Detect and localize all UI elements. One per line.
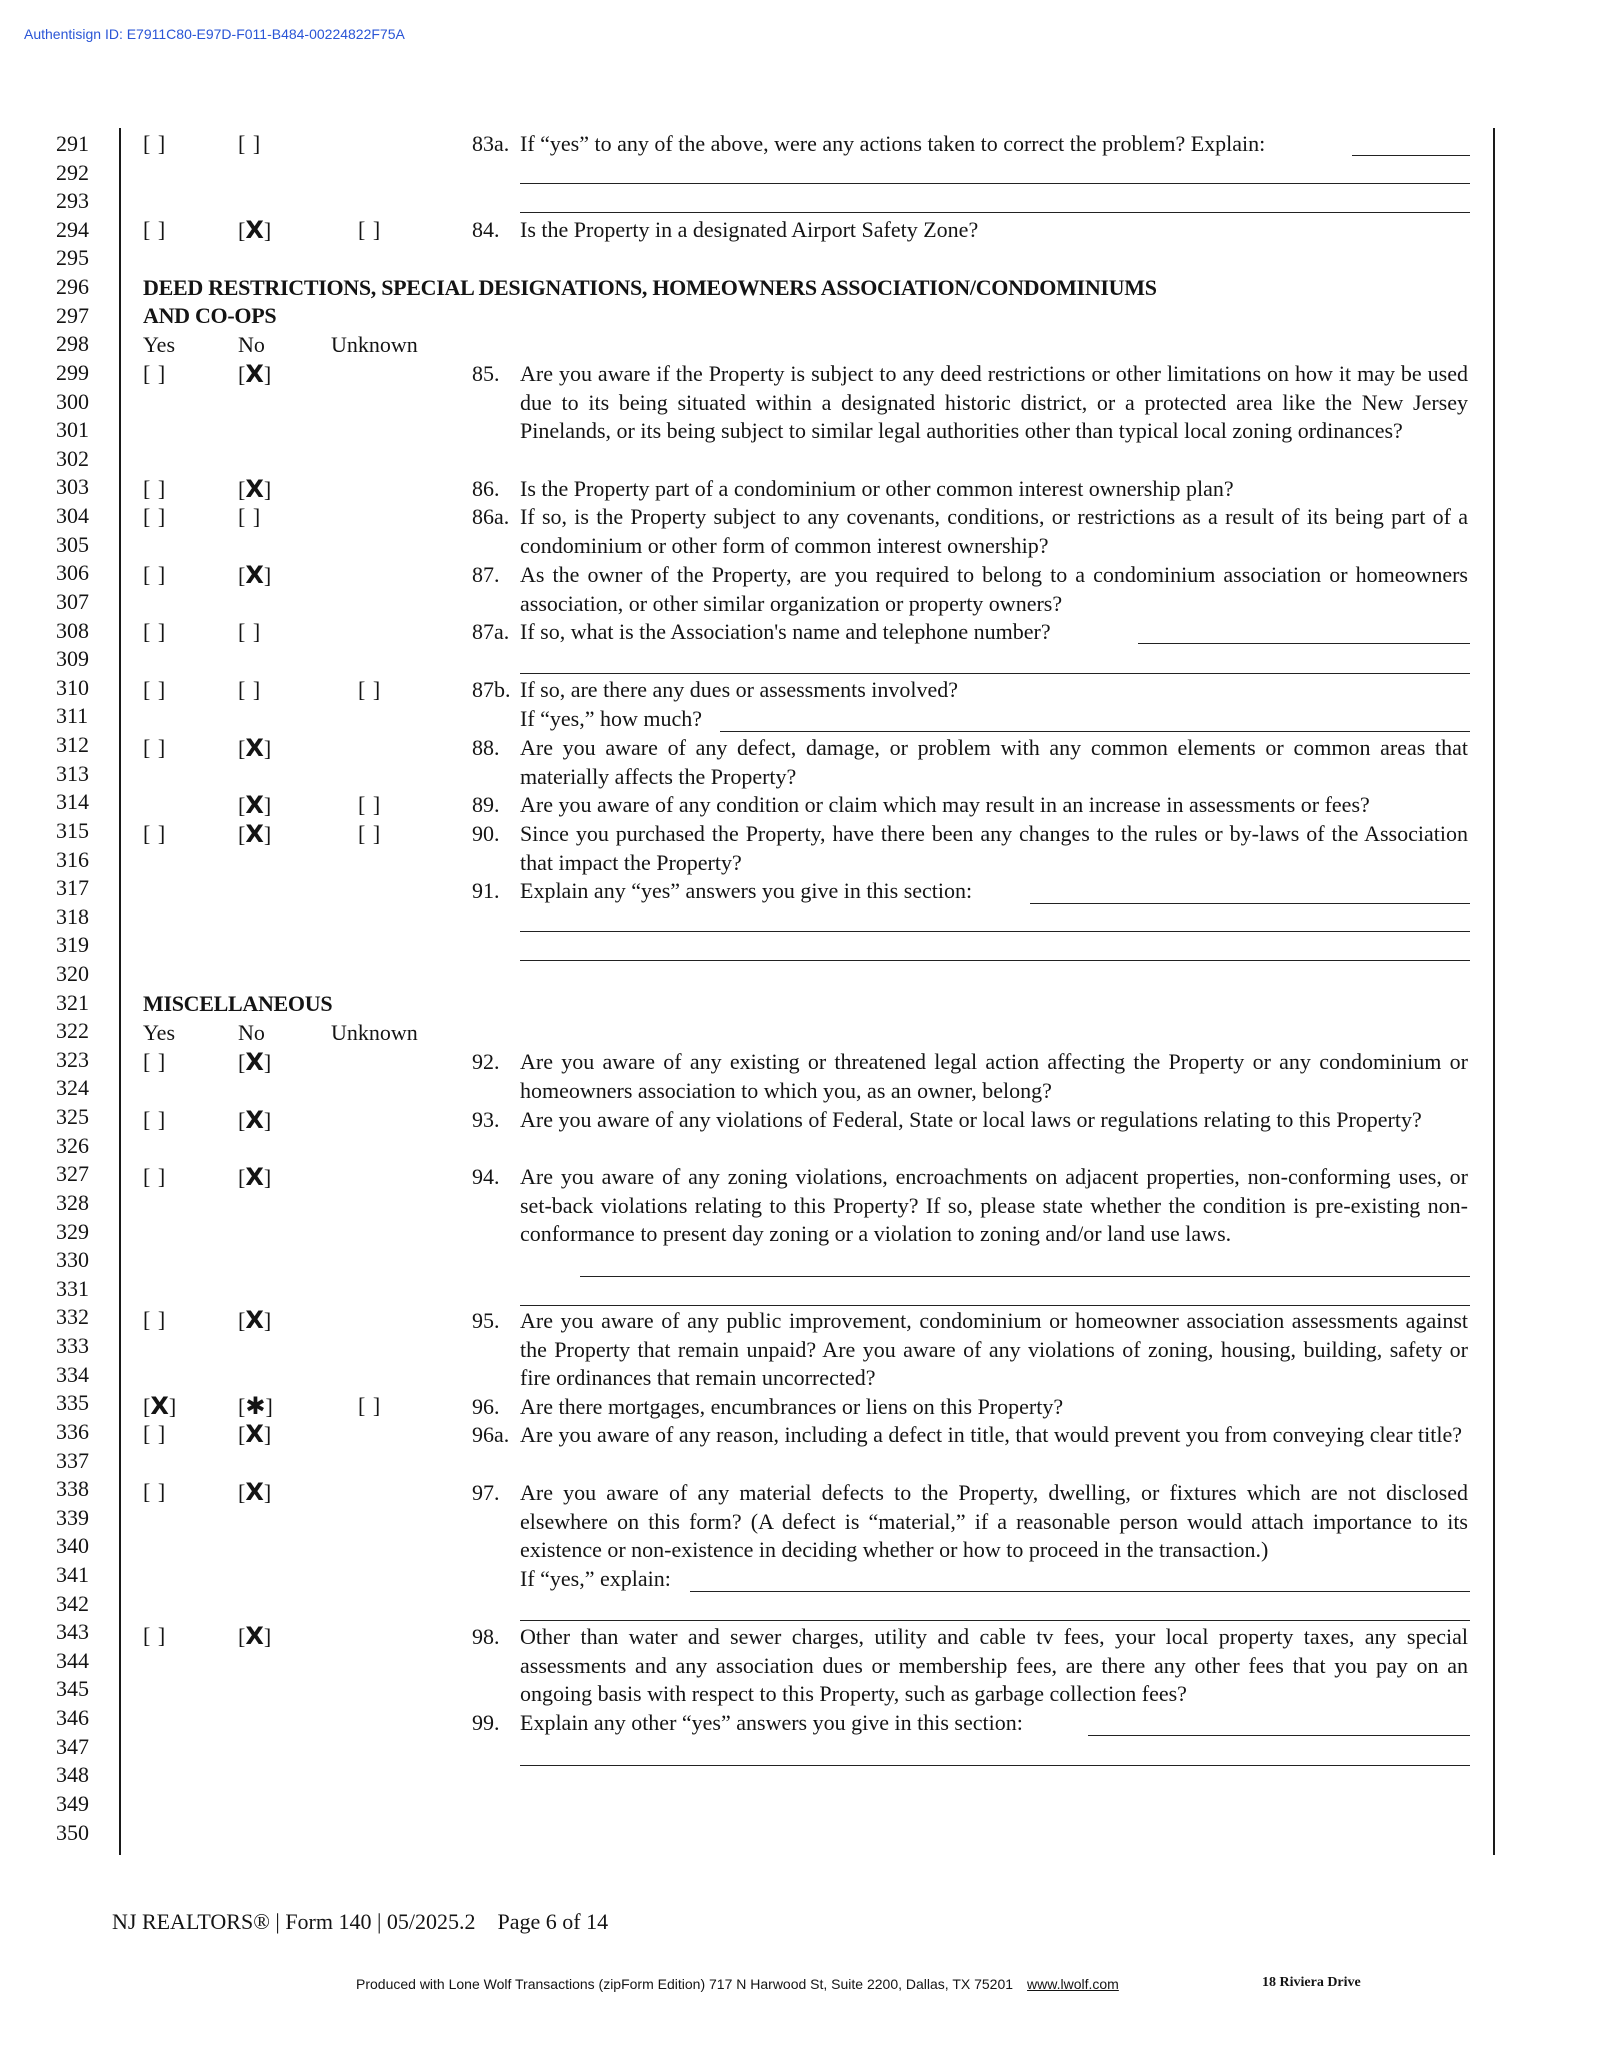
q90-number: 90. [472,821,500,846]
line-number: 335 [56,1390,89,1416]
q96-text: Are there mortgages, encumbrances or liens on this Property? [520,1394,1064,1419]
q93-number: 93. [472,1107,500,1132]
q97-number: 97. [472,1480,500,1505]
line-number: 292 [56,159,89,185]
property-address: 18 Riviera Drive [1262,1975,1361,1990]
line-number: 311 [56,703,89,729]
line-number: 337 [56,1447,89,1473]
q94-answer-line-2[interactable] [520,1305,1470,1306]
line-number: 329 [56,1218,89,1244]
q92-yes-checkbox[interactable]: [ ] [143,1049,167,1074]
q90-text: Since you purchased the Property, have there been any changes to the rules or by-laws of the Association that impact the Property? [520,821,1468,875]
q98-no-checkbox[interactable]: [X] [238,1622,273,1650]
line-number: 293 [56,188,89,214]
q91-answer-line-2[interactable] [520,931,1470,932]
line-number: 343 [56,1619,89,1645]
q91-answer-line[interactable] [1030,903,1470,904]
q89-text: Are you aware of any condition or claim which may result in an increase in assessments or fees? [520,792,1370,817]
line-number: 304 [56,503,89,529]
line-number: 301 [56,417,89,443]
q92-no-checkbox[interactable]: [X] [238,1048,273,1076]
line-number: 309 [56,646,89,672]
line-number: 344 [56,1647,89,1673]
q91-number: 91. [472,878,500,903]
line-number: 332 [56,1304,89,1330]
line-number: 348 [56,1762,89,1788]
q85-no-checkbox[interactable]: [X] [238,360,273,388]
q96-no-checkbox[interactable]: [✱] [238,1392,274,1420]
right-margin-rule [1493,128,1495,1855]
q83a-text: If “yes” to any of the above, were any actions taken to correct the problem? Explain: [520,131,1266,156]
q86-text: Is the Property part of a condominium or other common interest ownership plan? [520,476,1234,501]
q84-yes-checkbox[interactable]: [ ] [143,217,167,242]
q96a-no-checkbox[interactable]: [X] [238,1420,273,1448]
line-number: 302 [56,445,89,471]
q86a-yes-checkbox[interactable]: [ ] [143,504,167,529]
q89-number: 89. [472,792,500,817]
line-number: 333 [56,1333,89,1359]
line-number: 346 [56,1705,89,1731]
q88-number: 88. [472,735,500,760]
q95-number: 95. [472,1308,500,1333]
q87b-yes-checkbox[interactable]: [ ] [143,677,167,702]
line-number: 324 [56,1075,89,1101]
q85-text: Are you aware if the Property is subject to any deed restrictions or other limitations on how it may be used due to its being situated within a designated historic district, or a protected area like the New Jersey Pinelands, or its being subject to similar legal authorities other than typical local zoning ordinances? [520,361,1468,443]
line-number: 308 [56,617,89,643]
line-number: 296 [56,274,89,300]
line-number: 341 [56,1562,89,1587]
q86-no-checkbox[interactable]: [X] [238,475,273,503]
q97-answer-line[interactable] [690,1591,1470,1592]
line-number: 306 [56,560,89,586]
q84-no-checkbox[interactable]: [X] [238,216,273,244]
line-number: 299 [56,359,89,385]
q87-text: As the owner of the Property, are you required to belong to a condominium association or homeowners association, or other similar organization or property owners? [520,562,1468,616]
q99-text: Explain any other “yes” answers you give in this section: [520,1710,1023,1735]
q94-number: 94. [472,1164,500,1189]
misc-col-no: No [238,1020,265,1045]
line-number: 326 [56,1132,89,1158]
q96-yes-checkbox[interactable]: [X] [143,1392,178,1420]
line-number: 325 [56,1104,89,1130]
q83a-number: 83a. [472,131,510,156]
q97-no-checkbox[interactable]: [X] [238,1478,273,1506]
line-number: 314 [56,789,89,815]
q87b-how-much: If “yes,” how much? [520,706,703,731]
q98-text: Other than water and sewer charges, utility and cable tv fees, your local property taxes, any special assessments and any association dues or membership fees, are there any other fees that you pay on an ongoing basis with respect to this Property, such as garbage collection fees? [520,1624,1468,1706]
line-number: 294 [56,216,89,242]
q84-unknown-checkbox[interactable]: [ ] [358,217,382,242]
line-number: 300 [56,388,89,414]
q87-number: 87. [472,562,500,587]
q98-number: 98. [472,1624,500,1649]
line-number: 327 [56,1161,89,1187]
q84-number: 84. [472,217,500,242]
q96a-text: Are you aware of any reason, including a defect in title, that would prevent you from conveying clear title? [520,1422,1462,1447]
line-number: 295 [56,245,89,271]
q87b-no-checkbox[interactable]: [ ] [238,677,262,702]
q83a-no-checkbox[interactable]: [ ] [238,131,262,156]
q86a-no-checkbox[interactable]: [ ] [238,504,262,529]
deed-section-heading: DEED RESTRICTIONS, SPECIAL DESIGNATIONS, HOMEOWNERS ASSOCIATION/CONDOMINIUMS [143,275,1157,300]
q87a-number: 87a. [472,619,510,644]
line-number: 291 [56,131,89,156]
produced-with [356,1976,1119,1992]
q88-no-checkbox[interactable]: [X] [238,734,273,762]
line-number: 305 [56,531,89,557]
q87-no-checkbox[interactable]: [X] [238,561,273,589]
line-number: 340 [56,1533,89,1559]
line-number: 315 [56,817,89,843]
q95-no-checkbox[interactable]: [X] [238,1306,273,1334]
q96-number: 96. [472,1394,500,1419]
q83a-answer-line-2[interactable] [520,183,1470,184]
line-number: 310 [56,674,89,700]
q97-yes-checkbox[interactable]: [ ] [143,1479,167,1504]
q88-yes-checkbox[interactable]: [ ] [143,735,167,760]
q96a-number: 96a. [472,1422,510,1447]
line-number: 349 [56,1790,89,1816]
line-number: 318 [56,903,89,929]
line-number: 312 [56,732,89,758]
line-number: 320 [56,960,89,986]
q95-yes-checkbox[interactable]: [ ] [143,1307,167,1332]
lwolf-link[interactable]: www.lwolf.com [1027,1976,1119,1992]
q94-no-checkbox[interactable]: [X] [238,1163,273,1191]
line-number: 345 [56,1676,89,1702]
q87a-yes-checkbox[interactable]: [ ] [143,619,167,644]
deed-section-heading-2: AND CO-OPS [143,303,277,328]
q99-answer-line[interactable] [1088,1735,1470,1736]
q95-text: Are you aware of any public improvement, condominium or homeowner association assessments against the Property that remain unpaid? Are you aware of any violations of zoning, housing, building, safety or fire ordinances that remain uncorrected? [520,1308,1468,1390]
q87a-no-checkbox[interactable]: [ ] [238,619,262,644]
line-number: 323 [56,1046,89,1072]
q85-number: 85. [472,361,500,386]
q87a-answer-line-2[interactable] [520,673,1470,674]
line-number: 316 [56,846,89,872]
misc-section-heading: MISCELLANEOUS [143,991,333,1016]
q93-text: Are you aware of any violations of Federal, State or local laws or regulations relating to this Property? [520,1107,1422,1132]
form-footer: NJ REALTORS® | Form 140 | 05/2025.2 Page 6 of 14 [112,1909,609,1934]
q94-yes-checkbox[interactable]: [ ] [143,1164,167,1189]
q94-answer-line[interactable] [580,1276,1470,1277]
line-number: 319 [56,932,89,958]
line-number: 322 [56,1018,89,1044]
q86-yes-checkbox[interactable]: [ ] [143,476,167,501]
line-number: 303 [56,474,89,500]
line-number: 336 [56,1418,89,1444]
line-number: 347 [56,1733,89,1759]
q90-unknown-checkbox[interactable]: [ ] [358,821,382,846]
line-number: 297 [56,302,89,328]
misc-col-yes: Yes [143,1020,176,1045]
q97-explain-label: If “yes,” explain: [520,1566,671,1591]
q99-answer-line-2[interactable] [520,1765,1470,1766]
q90-no-checkbox[interactable]: [X] [238,820,273,848]
line-number: 331 [56,1275,89,1301]
q86a-number: 86a. [472,504,510,529]
q87a-answer-line[interactable] [1138,643,1470,644]
q86-number: 86. [472,476,500,501]
q87b-number: 87b. [472,677,511,702]
q94-text: Are you aware of any zoning violations, encroachments on adjacent properties, non-conforming uses, or set-back violations relating to this Property? If so, please state whether the condition is pre-existing non-conformance to present day zoning or a violation to zoning and/or land use laws. [520,1164,1468,1246]
authentisign-id: Authentisign ID: E7911C80-E97D-F011-B484-00224822F75A [24,26,405,42]
line-number: 307 [56,588,89,614]
q87b-unknown-checkbox[interactable]: [ ] [358,677,382,702]
q86a-text: If so, is the Property subject to any covenants, conditions, or restrictions as a result of its being part of a condominium or other form of common interest ownership? [520,504,1468,558]
line-number: 298 [56,331,89,357]
produced-text: Produced with Lone Wolf Transactions (zipForm Edition) 717 N Harwood St, Suite 2200, Dallas, TX 75201 [356,1976,1014,1992]
q97-text: Are you aware of any material defects to the Property, dwelling, or fixtures which are not disclosed elsewhere on this form? (A defect is “material,” if a reasonable person would attach importance to its existence or non-existence in deciding whether or how to proceed in the transaction.) [520,1480,1468,1562]
q91-text: Explain any “yes” answers you give in this section: [520,878,973,903]
line-number: 350 [56,1819,89,1845]
line-number: 339 [56,1504,89,1530]
q89-no-checkbox[interactable]: [X] [238,791,273,819]
q83a-yes-checkbox[interactable]: [ ] [143,131,167,156]
q91-answer-line-3[interactable] [520,960,1470,961]
q92-text: Are you aware of any existing or threatened legal action affecting the Property or any condominium or homeowners association to which you, as an owner, belong? [520,1049,1468,1103]
q98-yes-checkbox[interactable]: [ ] [143,1623,167,1648]
line-number: 334 [56,1361,89,1387]
q84-text: Is the Property in a designated Airport Safety Zone? [520,217,979,242]
q87b-answer-line[interactable] [720,731,1470,732]
misc-col-unknown: Unknown [331,1020,418,1045]
q99-number: 99. [472,1710,500,1735]
q88-text: Are you aware of any defect, damage, or problem with any common elements or common areas that materially affects the Property? [520,735,1468,789]
q83a-answer-line[interactable] [1352,155,1470,156]
q92-number: 92. [472,1049,500,1074]
line-number: 342 [56,1590,89,1616]
q83a-answer-line-3[interactable] [520,212,1470,213]
q96a-yes-checkbox[interactable]: [ ] [143,1421,167,1446]
q87a-text: If so, what is the Association's name and telephone number? [520,619,1051,644]
left-margin-rule [119,128,121,1855]
q93-yes-checkbox[interactable]: [ ] [143,1107,167,1132]
line-number: 317 [56,875,89,901]
line-number: 338 [56,1476,89,1502]
deed-col-unknown: Unknown [331,332,418,357]
q87b-text: If so, are there any dues or assessments involved? [520,677,959,702]
q87-yes-checkbox[interactable]: [ ] [143,562,167,587]
line-number: 313 [56,760,89,786]
q97-answer-line-2[interactable] [520,1620,1470,1621]
line-number: 330 [56,1247,89,1273]
q96-unknown-checkbox[interactable]: [ ] [358,1393,382,1418]
q85-yes-checkbox[interactable]: [ ] [143,361,167,386]
q90-yes-checkbox[interactable]: [ ] [143,821,167,846]
q93-no-checkbox[interactable]: [X] [238,1106,273,1134]
deed-col-yes: Yes [143,332,176,357]
deed-col-no: No [238,332,265,357]
line-number: 328 [56,1189,89,1215]
line-number: 321 [56,989,89,1015]
q89-unknown-checkbox[interactable]: [ ] [358,792,382,817]
